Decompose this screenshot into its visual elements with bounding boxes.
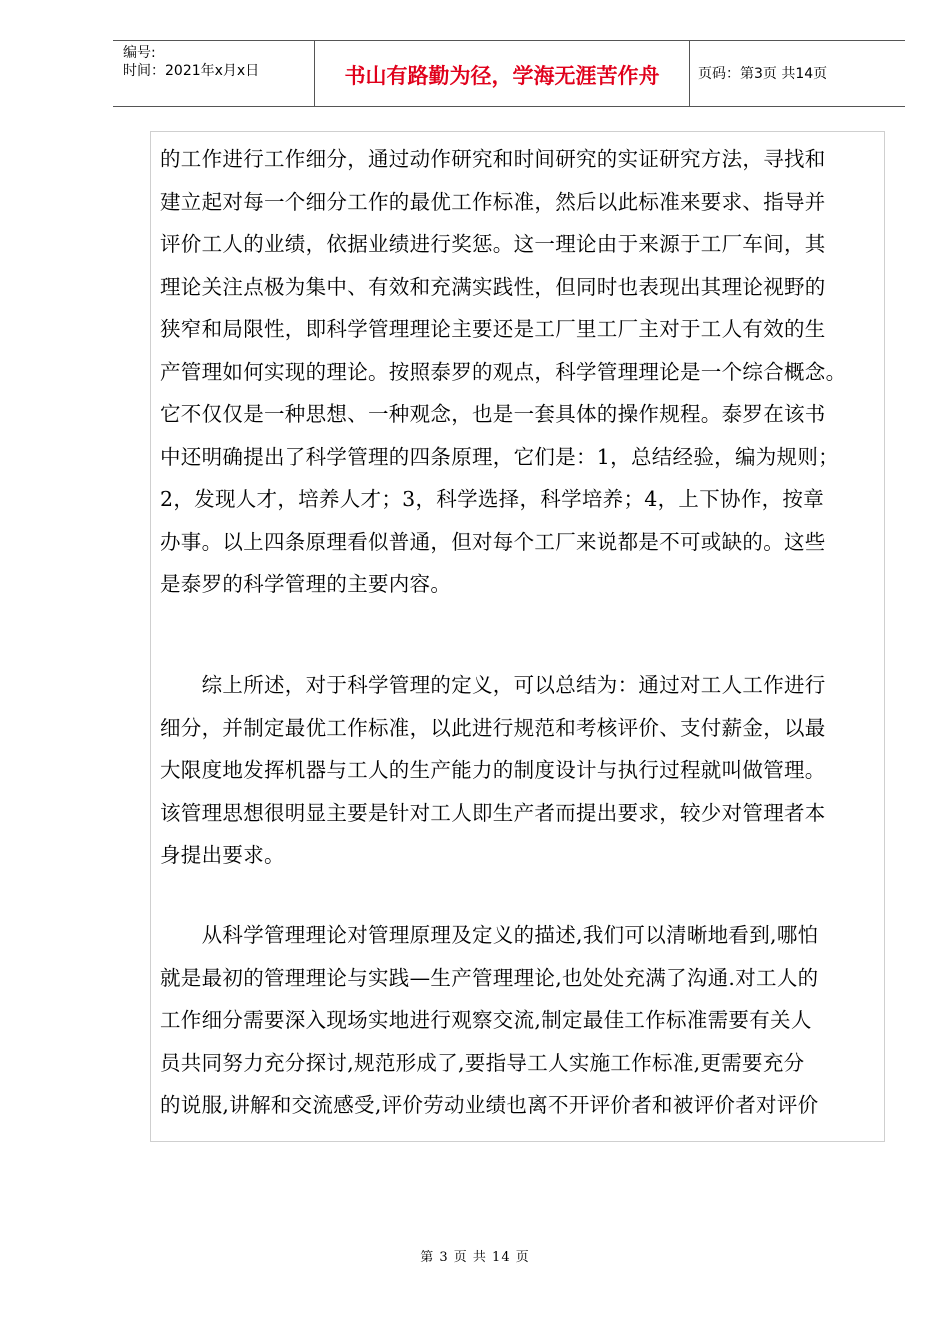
document-date-label: 时间：2021年x月x日 — [123, 63, 260, 79]
text-line: 评价工人的业绩，依据业绩进行奖惩。这一理论由于来源于工厂车间，其 — [160, 232, 826, 256]
paragraph-1 — [160, 138, 890, 606]
text-line: 的工作进行工作细分，通过动作研究和时间研究的实证研究方法，寻找和 — [160, 147, 826, 171]
header-page-cell — [690, 41, 905, 106]
text-line: 的说服,讲解和交流感受,评价劳动业绩也离不开评价者和被评价者对评价 — [160, 1093, 819, 1117]
header-motto-cell — [315, 41, 690, 106]
header-meta-cell — [113, 41, 315, 106]
text-line: 中还明确提出了科学管理的四条原理，它们是：1，总结经验，编为规则； — [160, 444, 839, 469]
text-line: 该管理思想很明显主要是针对工人即生产者而提出要求，较少对管理者本 — [160, 800, 826, 825]
document-number-label: 编号: — [123, 45, 156, 61]
paragraph-2 — [160, 664, 890, 877]
text-line: 就是最初的管理理论与实践—生产管理理论,也处处充满了沟通.对工人的 — [160, 965, 819, 990]
header-table — [113, 40, 905, 107]
text-line: 理论关注点极为集中、有效和充满实践性，但同时也表现出其理论视野的 — [160, 274, 826, 299]
text-line: 从科学管理理论对管理原理及定义的描述,我们可以清晰地看到,哪怕 — [160, 923, 819, 947]
page-footer: 第 3 页 共 14 页 — [420, 1250, 530, 1265]
text-line: 工作细分需要深入现场实地进行观察交流,制定最佳工作标准需要有关人 — [160, 1008, 812, 1032]
text-line: 2，发现人才，培养人才；3，科学选择，科学培养；4，上下协作，按章 — [160, 487, 825, 511]
header-page-info: 页码：第3页 共14页 — [698, 66, 828, 82]
header-motto: 书山有路勤为径，学海无涯苦作舟 — [344, 64, 660, 88]
text-line: 它不仅仅是一种思想、一种观念，也是一套具体的操作规程。泰罗在该书 — [160, 402, 826, 426]
text-line: 员共同努力充分探讨,规范形成了,要指导工人实施工作标准,更需要充分 — [160, 1050, 805, 1075]
text-line: 狭窄和局限性，即科学管理理论主要还是工厂里工厂主对于工人有效的生 — [160, 317, 826, 341]
text-line: 大限度地发挥机器与工人的生产能力的制度设计与执行过程就叫做管理。 — [160, 758, 826, 782]
text-line: 建立起对每一个细分工作的最优工作标准，然后以此标准来要求、指导并 — [160, 189, 826, 214]
text-line: 细分，并制定最优工作标准，以此进行规范和考核评价、支付薪金，以最 — [160, 715, 826, 740]
text-line: 办事。以上四条原理看似普通，但对每个工厂来说都是不可或缺的。这些 — [160, 529, 826, 554]
text-line: 身提出要求。 — [160, 843, 285, 867]
paragraph-3 — [160, 914, 890, 1127]
text-line: 产管理如何实现的理论。按照泰罗的观点，科学管理理论是一个综合概念。 — [160, 359, 847, 384]
text-line: 是泰罗的科学管理的主要内容。 — [160, 572, 452, 596]
text-line: 综上所述，对于科学管理的定义，可以总结为：通过对工人工作进行 — [160, 673, 826, 697]
